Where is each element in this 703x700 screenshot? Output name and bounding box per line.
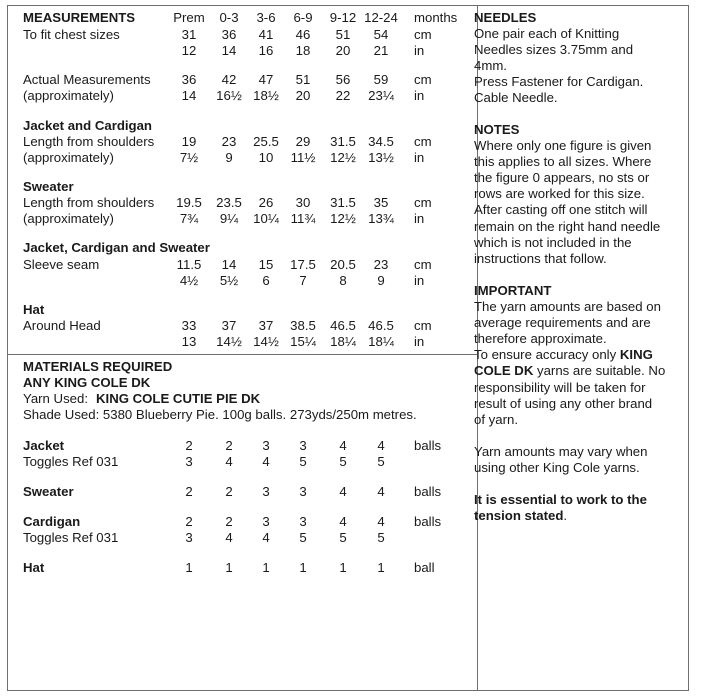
material-label: Cardigan <box>23 514 81 529</box>
size-header: 3-6 <box>256 10 276 25</box>
material-quantity: 4 <box>262 454 270 469</box>
material-quantity: 5 <box>299 530 307 545</box>
unit-label: cm <box>414 134 432 149</box>
measurement-value: 11¾ <box>290 211 316 226</box>
material-quantity: 2 <box>225 438 233 453</box>
material-quantity: 2 <box>185 514 193 529</box>
notes-line: the figure 0 appears, no sts or <box>474 170 650 186</box>
material-unit: ball <box>414 560 435 575</box>
measurements-heading: MEASUREMENTS <box>23 10 136 25</box>
row-label: Length from shoulders <box>23 195 155 210</box>
measurement-value: 23 <box>373 257 389 272</box>
measurement-value: 7 <box>299 273 307 288</box>
tension-bold-1: It is essential to work to the <box>474 492 647 508</box>
measurement-value: 31.5 <box>330 134 356 149</box>
measurement-value: 38.5 <box>290 318 316 333</box>
measurement-value: 41 <box>258 27 274 42</box>
notes-line: Where only one figure is given <box>474 138 652 154</box>
section-heading: Sweater <box>23 179 74 194</box>
important-section <box>474 283 684 524</box>
needles-line: Needles sizes 3.75mm and <box>474 42 634 58</box>
section-heading: Jacket and Cardigan <box>23 118 152 133</box>
measurement-value: 36 <box>221 27 237 42</box>
measurement-value: 51 <box>335 27 351 42</box>
measurement-value: 51 <box>295 72 311 87</box>
row-label: Actual Measurements <box>23 72 151 87</box>
material-label: Sweater <box>23 484 74 499</box>
measurement-value: 9 <box>225 150 233 165</box>
measurement-value: 46.5 <box>368 318 394 333</box>
shade-line: Shade Used: 5380 Blueberry Pie. 100g balls. 273yds/250m metres. <box>23 407 417 422</box>
measurement-value: 59 <box>373 72 389 87</box>
measurement-value: 11½ <box>290 150 316 165</box>
measurement-value: 10¼ <box>253 211 279 226</box>
yarn-prefix: Yarn Used: <box>23 391 88 406</box>
measurement-value: 34.5 <box>368 134 394 149</box>
measurement-value: 37 <box>258 318 274 333</box>
measurement-value: 15¼ <box>290 334 316 349</box>
important-text-1 <box>474 299 684 347</box>
material-unit: balls <box>414 484 442 499</box>
needles-heading: NEEDLES <box>474 10 537 25</box>
material-quantity: 5 <box>299 454 307 469</box>
notes-line: instructions that follow. <box>474 250 607 266</box>
material-label: Toggles Ref 031 <box>23 530 119 545</box>
measurement-value: 11.5 <box>176 257 202 272</box>
size-header: 12-24 <box>364 10 398 25</box>
measurement-value: 5½ <box>219 273 239 288</box>
material-quantity: 5 <box>377 454 385 469</box>
material-quantity: 1 <box>377 560 385 575</box>
yarn-line <box>23 391 260 407</box>
unit-label: in <box>414 273 425 288</box>
measurement-value: 13 <box>181 334 197 349</box>
unit-label: in <box>414 334 425 349</box>
material-quantity: 2 <box>185 484 193 499</box>
row-label: Length from shoulders <box>23 134 155 149</box>
material-label: Jacket <box>23 438 65 453</box>
tension-bold-2: tension stated <box>474 508 564 524</box>
material-quantity: 1 <box>185 560 193 575</box>
material-quantity: 3 <box>262 484 270 499</box>
measurement-value: 20 <box>335 43 351 58</box>
measurement-value: 8 <box>339 273 347 288</box>
measurement-value: 18¼ <box>368 334 394 349</box>
tension-period: . <box>563 508 568 524</box>
needles-line: One pair each of Knitting <box>474 26 620 42</box>
measurement-value: 4½ <box>179 273 199 288</box>
measurement-value: 42 <box>221 72 237 87</box>
needles-line: 4mm. <box>474 58 507 74</box>
measurement-value: 31 <box>181 27 197 42</box>
material-quantity: 5 <box>377 530 385 545</box>
material-quantity: 3 <box>262 438 270 453</box>
material-quantity: 3 <box>185 530 193 545</box>
notes-line: remain on the right hand needle <box>474 218 661 234</box>
measurement-value: 21 <box>373 43 389 58</box>
row-label: (approximately) <box>23 88 114 103</box>
material-quantity: 4 <box>377 438 385 453</box>
notes-line: which is not included in the <box>474 234 632 250</box>
size-header: Prem <box>173 10 205 25</box>
measurement-value: 35 <box>373 195 389 210</box>
material-label: Toggles Ref 031 <box>23 454 119 469</box>
measurement-value: 19.5 <box>176 195 202 210</box>
material-quantity: 1 <box>299 560 307 575</box>
important-bold-span-2: COLE DK <box>474 363 534 379</box>
size-header: 0-3 <box>219 10 239 25</box>
row-label: (approximately) <box>23 150 114 165</box>
measurement-value: 14½ <box>216 334 242 349</box>
important-text-2 <box>474 380 684 428</box>
important-text-3 <box>474 444 684 476</box>
measurement-value: 26 <box>258 195 274 210</box>
material-quantity: 1 <box>262 560 270 575</box>
notes-section <box>474 122 684 267</box>
notes-line: After casting off one stitch will <box>474 202 648 218</box>
measurement-value: 54 <box>373 27 389 42</box>
material-quantity: 5 <box>339 454 347 469</box>
measurement-value: 16½ <box>216 88 242 103</box>
material-quantity: 4 <box>377 484 385 499</box>
important-text-span: To ensure accuracy only <box>474 347 620 363</box>
size-unit: months <box>414 10 458 25</box>
size-header: 6-9 <box>293 10 313 25</box>
unit-label: cm <box>414 72 432 87</box>
material-quantity: 4 <box>225 530 233 545</box>
measurement-value: 25.5 <box>253 134 279 149</box>
important-line: using other King Cole yarns. <box>474 459 640 475</box>
notes-line: rows are worked for this size. <box>474 186 645 202</box>
section-heading: Hat <box>23 302 45 317</box>
measurement-value: 10 <box>258 150 274 165</box>
material-quantity: 3 <box>185 454 193 469</box>
material-quantity: 4 <box>339 438 347 453</box>
measurement-value: 7¾ <box>179 211 199 226</box>
unit-label: cm <box>414 27 432 42</box>
measurement-value: 18½ <box>253 88 279 103</box>
important-heading: IMPORTANT <box>474 283 552 298</box>
measurement-value: 16 <box>258 43 274 58</box>
measurement-value: 47 <box>258 72 274 87</box>
material-quantity: 3 <box>299 514 307 529</box>
important-text-span-2: yarns are suitable. No <box>533 363 666 379</box>
material-quantity: 1 <box>339 560 347 575</box>
measurement-value: 9 <box>377 273 385 288</box>
measurement-value: 14 <box>221 257 237 272</box>
unit-label: cm <box>414 257 432 272</box>
material-quantity: 4 <box>262 530 270 545</box>
important-kingcole-line-2 <box>474 363 684 379</box>
material-quantity: 3 <box>262 514 270 529</box>
section-heading: Jacket, Cardigan and Sweater <box>23 240 210 255</box>
material-quantity: 4 <box>339 514 347 529</box>
material-quantity: 3 <box>299 438 307 453</box>
material-unit: balls <box>414 438 442 453</box>
materials-heading: MATERIALS REQUIRED <box>23 359 173 374</box>
material-quantity: 2 <box>185 438 193 453</box>
materials-subheading: ANY KING COLE DK <box>23 375 151 390</box>
important-line: Yarn amounts may vary when <box>474 443 648 459</box>
important-line: therefore approximate. <box>474 331 607 347</box>
measurement-value: 20.5 <box>330 257 356 272</box>
measurement-value: 29 <box>295 134 311 149</box>
size-header: 9-12 <box>329 10 357 25</box>
measurement-value: 14 <box>221 43 237 58</box>
measurement-value: 36 <box>181 72 197 87</box>
row-label: Sleeve seam <box>23 257 100 272</box>
unit-label: cm <box>414 318 432 333</box>
material-quantity: 4 <box>225 454 233 469</box>
important-bold-span: KING <box>619 347 653 363</box>
needles-line: Press Fastener for Cardigan. <box>474 74 644 90</box>
measurement-value: 23¼ <box>368 88 394 103</box>
tension-line-2 <box>474 508 684 524</box>
measurement-value: 33 <box>181 318 197 333</box>
measurement-value: 12½ <box>330 211 356 226</box>
needles-line: Cable Needle. <box>474 90 558 106</box>
unit-label: cm <box>414 195 432 210</box>
measurement-value: 15 <box>258 257 274 272</box>
measurement-value: 7½ <box>179 150 199 165</box>
measurement-value: 9¼ <box>219 211 239 226</box>
measurement-value: 19 <box>181 134 197 149</box>
important-line: average requirements and are <box>474 315 651 331</box>
measurement-value: 14 <box>181 88 197 103</box>
needles-section <box>474 10 684 107</box>
measurement-value: 30 <box>295 195 311 210</box>
unit-label: in <box>414 150 425 165</box>
unit-label: in <box>414 43 425 58</box>
row-label: Around Head <box>23 318 101 333</box>
measurement-value: 46.5 <box>330 318 356 333</box>
unit-label: in <box>414 211 425 226</box>
important-line: The yarn amounts are based on <box>474 299 661 315</box>
measurement-value: 12 <box>181 43 197 58</box>
material-unit: balls <box>414 514 442 529</box>
material-quantity: 1 <box>225 560 233 575</box>
tension-line-1 <box>474 492 684 508</box>
important-line: of yarn. <box>474 411 518 427</box>
measurement-value: 18¼ <box>330 334 356 349</box>
material-quantity: 2 <box>225 514 233 529</box>
measurement-value: 22 <box>335 88 351 103</box>
measurement-value: 17.5 <box>290 257 316 272</box>
row-label: To fit chest sizes <box>23 27 120 42</box>
row-label: (approximately) <box>23 211 114 226</box>
needles-text <box>474 26 684 106</box>
important-line: result of using any other brand <box>474 395 653 411</box>
important-kingcole-line <box>474 347 684 363</box>
measurement-value: 23.5 <box>216 195 242 210</box>
material-quantity: 5 <box>339 530 347 545</box>
measurement-value: 23 <box>221 134 237 149</box>
material-quantity: 3 <box>299 484 307 499</box>
important-line: responsibility will be taken for <box>474 379 646 395</box>
measurement-value: 37 <box>221 318 237 333</box>
measurement-value: 18 <box>295 43 311 58</box>
yarn-name: KING COLE CUTIE PIE DK <box>96 391 261 406</box>
notes-heading: NOTES <box>474 122 520 137</box>
unit-label: in <box>414 88 425 103</box>
measurement-value: 12½ <box>330 150 356 165</box>
material-quantity: 2 <box>225 484 233 499</box>
measurement-value: 13¾ <box>368 211 394 226</box>
measurement-value: 46 <box>295 27 311 42</box>
measurement-value: 14½ <box>253 334 279 349</box>
measurement-value: 6 <box>262 273 270 288</box>
measurement-value: 20 <box>295 88 311 103</box>
measurement-value: 13½ <box>368 150 394 165</box>
measurement-value: 31.5 <box>330 195 356 210</box>
measurement-value: 56 <box>335 72 351 87</box>
notes-text <box>474 138 684 267</box>
material-quantity: 4 <box>377 514 385 529</box>
section-divider <box>8 354 477 355</box>
notes-line: this applies to all sizes. Where <box>474 154 652 170</box>
material-label: Hat <box>23 560 45 575</box>
material-quantity: 4 <box>339 484 347 499</box>
